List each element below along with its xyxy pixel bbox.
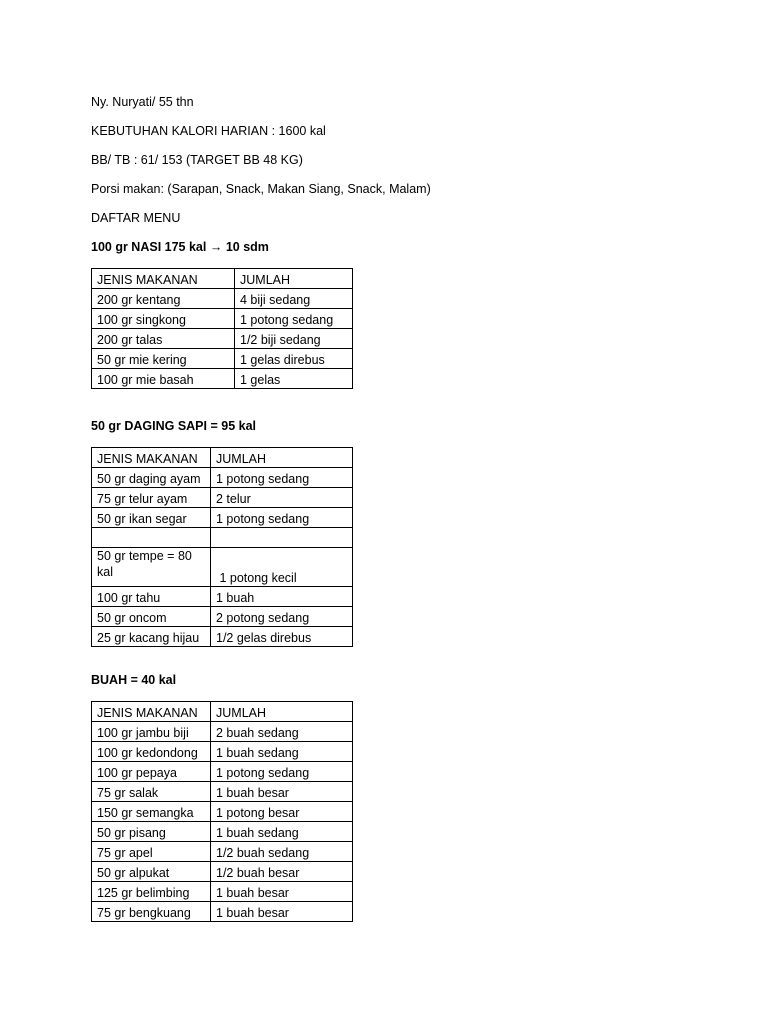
amount-cell: 1 buah sedang [211,822,353,842]
table-row [92,349,353,369]
daily-calorie-need: KEBUTUHAN KALORI HARIAN : 1600 kal [91,124,326,138]
header-cell: JENIS MAKANAN [92,269,235,289]
meal-portions: Porsi makan: (Sarapan, Snack, Makan Siang, Snack, Malam) [91,182,431,196]
amount-cell: 1 buah besar [211,882,353,902]
table-row [92,862,353,882]
food-cell: 150 gr semangka [92,802,211,822]
amount-cell: 1 gelas direbus [235,349,353,369]
table-header-row [92,448,353,468]
food-cell: 50 gr ikan segar [92,508,211,528]
header-cell: JENIS MAKANAN [92,702,211,722]
food-cell: 100 gr tahu [92,587,211,607]
table-row [92,587,353,607]
empty-cell [92,528,211,548]
table-row [92,762,353,782]
table-row [92,369,353,389]
arrow-right-icon: → [209,240,223,254]
protein-table [91,447,353,647]
amount-cell: 1 buah sedang [211,742,353,762]
amount-cell: 1/2 buah besar [211,862,353,882]
food-cell: 100 gr mie basah [92,369,235,389]
food-cell: 75 gr bengkuang [92,902,211,922]
amount-cell: 2 buah sedang [211,722,353,742]
food-cell: 100 gr singkong [92,309,235,329]
amount-cell: 1/2 gelas direbus [211,627,353,647]
section2-heading: 50 gr DAGING SAPI = 95 kal [91,419,256,433]
fruit-table [91,701,353,922]
table-row [92,802,353,822]
carbohydrate-table [91,268,353,389]
amount-cell: 1 potong sedang [211,762,353,782]
food-cell: 200 gr kentang [92,289,235,309]
food-cell: 50 gr oncom [92,607,211,627]
amount-cell: 1 gelas [235,369,353,389]
section1-heading [91,239,269,255]
food-cell: 100 gr pepaya [92,762,211,782]
header-cell: JUMLAH [211,448,353,468]
amount-cell: 1 potong sedang [235,309,353,329]
table-row [92,468,353,488]
food-cell: 25 gr kacang hijau [92,627,211,647]
food-cell: 200 gr talas [92,329,235,349]
header-cell: JUMLAH [211,702,353,722]
table-row [92,842,353,862]
table-row [92,289,353,309]
food-cell: 50 gr tempe = 80 kal [92,548,211,587]
amount-cell: 2 potong sedang [211,607,353,627]
table-row [92,508,353,528]
amount-cell: 1 potong sedang [211,508,353,528]
table-row [92,902,353,922]
weight-height: BB/ TB : 61/ 153 (TARGET BB 48 KG) [91,153,303,167]
patient-info: Ny. Nuryati/ 55 thn [91,95,194,109]
table-row [92,627,353,647]
table-row [92,488,353,508]
table-header-row [92,269,353,289]
table-header-row [92,702,353,722]
menu-list-title: DAFTAR MENU [91,211,181,225]
food-cell: 100 gr kedondong [92,742,211,762]
food-cell: 75 gr apel [92,842,211,862]
table-row [92,822,353,842]
amount-cell: 1/2 biji sedang [235,329,353,349]
table-row [92,882,353,902]
food-cell: 125 gr belimbing [92,882,211,902]
amount-cell: 1 potong besar [211,802,353,822]
table-row [92,722,353,742]
amount-cell: 1 buah [211,587,353,607]
amount-cell: 2 telur [211,488,353,508]
table-row [92,742,353,762]
food-cell: 50 gr mie kering [92,349,235,369]
amount-cell: 1 potong sedang [211,468,353,488]
table-row [92,309,353,329]
food-cell: 50 gr alpukat [92,862,211,882]
food-cell: 75 gr telur ayam [92,488,211,508]
empty-row [92,528,353,548]
section3-heading: BUAH = 40 kal [91,673,177,687]
amount-cell: 1 buah besar [211,902,353,922]
section1-heading-right: 10 sdm [225,240,269,254]
food-cell: 75 gr salak [92,782,211,802]
header-cell: JENIS MAKANAN [92,448,211,468]
amount-cell: 1/2 buah sedang [211,842,353,862]
amount-cell: 1 potong kecil [211,548,353,587]
food-cell: 50 gr daging ayam [92,468,211,488]
amount-cell: 4 biji sedang [235,289,353,309]
amount-cell: 1 buah besar [211,782,353,802]
table-row [92,607,353,627]
section1-heading-left: 100 gr NASI 175 kal [91,240,207,254]
food-cell: 50 gr pisang [92,822,211,842]
table-row [92,548,353,587]
table-row [92,329,353,349]
header-cell: JUMLAH [235,269,353,289]
food-cell: 100 gr jambu biji [92,722,211,742]
table-row [92,782,353,802]
empty-cell [211,528,353,548]
